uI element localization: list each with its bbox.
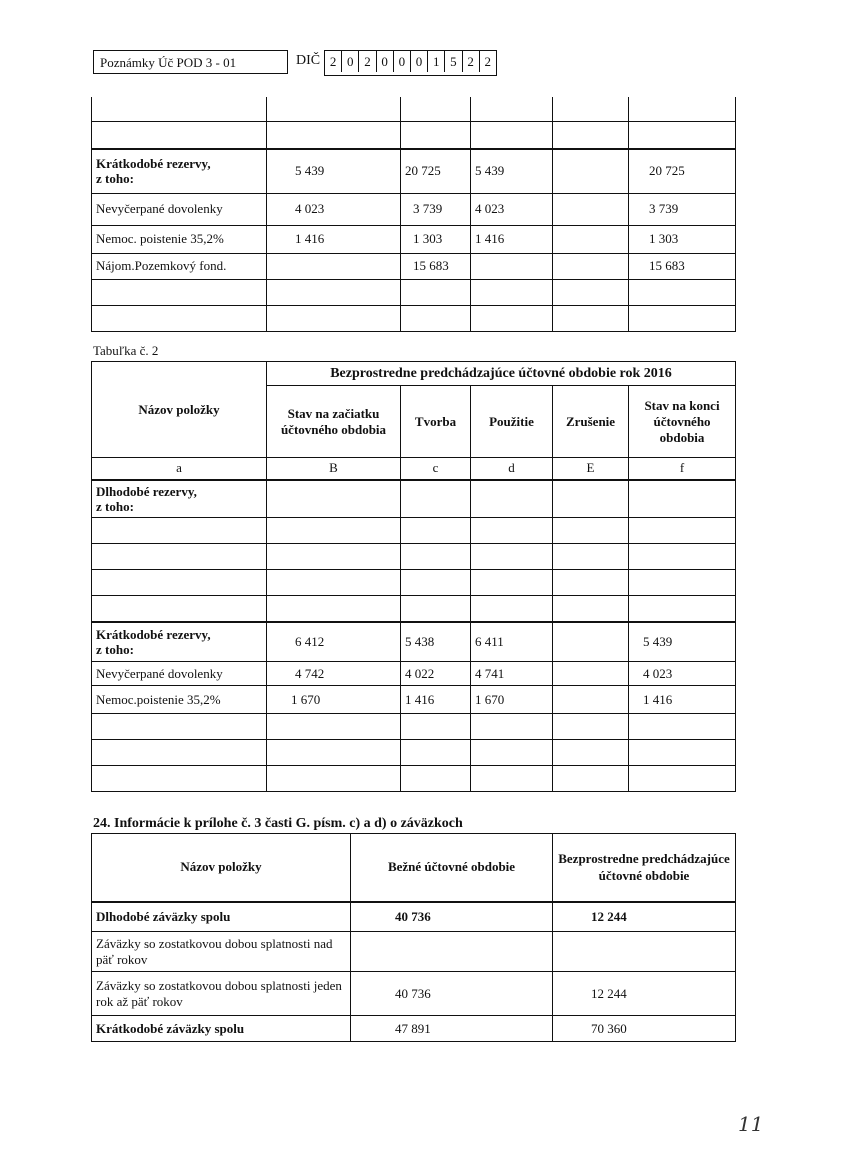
reserves-table-current [91, 97, 736, 332]
cell-f: 20 725 [629, 149, 736, 193]
table-row [92, 932, 736, 972]
table-row [92, 97, 736, 121]
table-row [92, 622, 736, 662]
cell-c: 1 303 [401, 225, 471, 253]
cell-f: 4 023 [629, 662, 736, 686]
dic-digit: 0 [411, 51, 428, 72]
cell-d: 1 416 [471, 225, 553, 253]
col-b-header: Stav na začiatku účtovného obdobia [267, 386, 401, 458]
dic-label: DIČ [296, 53, 321, 68]
row-name: Nevyčerpané dovolenky [92, 662, 267, 686]
table-row [92, 149, 736, 193]
table-row [92, 458, 736, 480]
cell-e [553, 225, 629, 253]
cell-prev: 12 244 [553, 972, 736, 1016]
col-prev-header: Bezprostredne predchádzajúce účtovné obdobie [553, 834, 736, 902]
row-name: Krátkodobé rezervy, z toho: [92, 622, 267, 662]
cell-prev: 70 360 [553, 1016, 736, 1042]
col-f-header: Stav na konci účtovného obdobia [629, 386, 736, 458]
cell-c: 20 725 [401, 149, 471, 193]
table-row [92, 1016, 736, 1042]
cell-e [553, 686, 629, 714]
cell-prev: 12 244 [553, 902, 736, 932]
section-24-heading: 24. Informácie k prílohe č. 3 časti G. písm. c) a d) o záväzkoch [93, 816, 463, 831]
cell-b [267, 253, 401, 279]
table-row [92, 662, 736, 686]
row-name: Dlhodobé záväzky spolu [92, 902, 351, 932]
table-row [92, 544, 736, 570]
cell-f: 5 439 [629, 622, 736, 662]
cell-b: 6 412 [267, 622, 401, 662]
row-name: Nemoc.poistenie 35,2% [92, 686, 267, 714]
cell-f: 15 683 [629, 253, 736, 279]
cell-c: 15 683 [401, 253, 471, 279]
cell-c: 4 022 [401, 662, 471, 686]
cell-prev [553, 932, 736, 972]
letter-b: B [267, 458, 401, 480]
cell-d: 6 411 [471, 622, 553, 662]
letter-d: d [471, 458, 553, 480]
table-row [92, 902, 736, 932]
dic-digit: 2 [359, 51, 376, 72]
col-c-header: Tvorba [401, 386, 471, 458]
cell-current: 47 891 [351, 1016, 553, 1042]
cell-e [553, 622, 629, 662]
cell-d: 1 670 [471, 686, 553, 714]
dic-digit: 0 [377, 51, 394, 72]
table-row [92, 121, 736, 149]
cell-d [471, 253, 553, 279]
cell-c: 1 416 [401, 686, 471, 714]
row-name: Nevyčerpané dovolenky [92, 193, 267, 225]
table-row [92, 362, 736, 386]
cell-d: 4 741 [471, 662, 553, 686]
cell-b: 1 670 [267, 686, 401, 714]
cell-c: 5 438 [401, 622, 471, 662]
row-name: Nemoc. poistenie 35,2% [92, 225, 267, 253]
table-row [92, 305, 736, 331]
cell-f: 1 416 [629, 686, 736, 714]
dic-digit: 2 [463, 51, 480, 72]
row-name: Krátkodobé záväzky spolu [92, 1016, 351, 1042]
dic-digits [324, 50, 497, 76]
col-name-header: Názov položky [92, 834, 351, 902]
cell-f: 1 303 [629, 225, 736, 253]
col-name-header: Názov položky [92, 362, 267, 458]
table-row [92, 740, 736, 766]
letter-f: f [629, 458, 736, 480]
dic-digit: 0 [342, 51, 359, 72]
col-current-header: Bežné účtovné obdobie [351, 834, 553, 902]
row-name: Nájom.Pozemkový fond. [92, 253, 267, 279]
dic-digit: 0 [394, 51, 411, 72]
cell-e [553, 193, 629, 225]
cell-f: 3 739 [629, 193, 736, 225]
table-row [92, 596, 736, 622]
table-row [92, 766, 736, 792]
table2-caption: Tabuľka č. 2 [93, 343, 159, 358]
liabilities-table [91, 833, 736, 1042]
col-e-header: Zrušenie [553, 386, 629, 458]
dic-digit: 5 [445, 51, 462, 72]
cell-e [553, 253, 629, 279]
row-name: Záväzky so zostatkovou dobou splatnosti jeden rok až päť rokov [92, 972, 351, 1016]
cell-e [553, 662, 629, 686]
row-name: Záväzky so zostatkovou dobou splatnosti nad päť rokov [92, 932, 351, 972]
table-row [92, 225, 736, 253]
table-row [92, 686, 736, 714]
table-row [92, 480, 736, 518]
cell-e [553, 149, 629, 193]
cell-current [351, 932, 553, 972]
cell-d: 4 023 [471, 193, 553, 225]
table-row [92, 193, 736, 225]
table-row [92, 253, 736, 279]
cell-b: 1 416 [267, 225, 401, 253]
table-row [92, 570, 736, 596]
table-row [92, 518, 736, 544]
letter-c: c [401, 458, 471, 480]
dic-digit: 2 [484, 54, 492, 69]
cell-d: 5 439 [471, 149, 553, 193]
period-header: Bezprostredne predchádzajúce účtovné obdobie rok 2016 [267, 362, 736, 386]
table-row [92, 714, 736, 740]
letter-e: E [553, 458, 629, 480]
table-row [92, 834, 736, 902]
cell-current: 40 736 [351, 902, 553, 932]
reserves-table-previous [91, 361, 736, 792]
form-label: Poznámky Úč POD 3 - 01 [93, 50, 288, 74]
row-name: Dlhodobé rezervy, z toho: [92, 480, 267, 518]
cell-current: 40 736 [351, 972, 553, 1016]
cell-b: 5 439 [267, 149, 401, 193]
col-d-header: Použitie [471, 386, 553, 458]
cell-c: 3 739 [401, 193, 471, 225]
row-name: Krátkodobé rezervy, z toho: [92, 149, 267, 193]
table-row [92, 279, 736, 305]
letter-a: a [92, 458, 267, 480]
dic-digit: 2 [325, 51, 342, 72]
cell-b: 4 742 [267, 662, 401, 686]
page-number: 11 [738, 1112, 764, 1136]
table-row [92, 972, 736, 1016]
cell-b: 4 023 [267, 193, 401, 225]
dic-digit: 1 [428, 51, 445, 72]
